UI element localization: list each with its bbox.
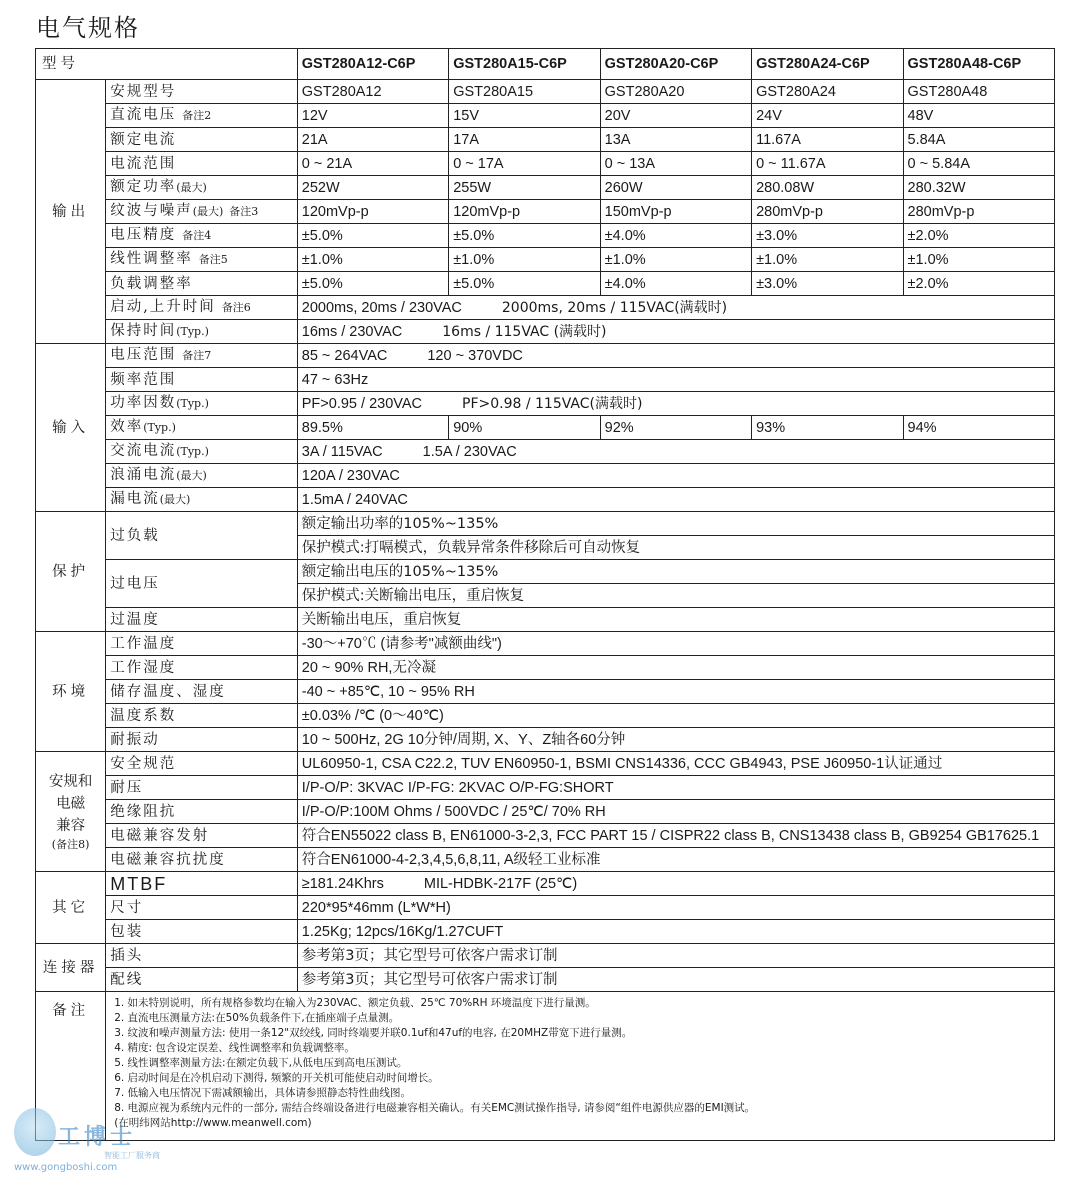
spec-value-b: 1.5A / 230VAC [422, 443, 517, 460]
spec-label [106, 680, 298, 704]
model-code: GST280A20-C6P [600, 49, 751, 80]
spec-label [106, 848, 298, 872]
spec-value: 120A / 230VAC [297, 464, 1054, 488]
spec-label-suffix: (Typ.) [176, 325, 209, 338]
spec-label [106, 728, 298, 752]
spec-label-text: MTBF [110, 873, 168, 894]
spec-label [106, 488, 298, 512]
note-line: (在明纬网站http://www.meanwell.com) [114, 1117, 312, 1129]
spec-label [106, 944, 298, 968]
other-row [36, 920, 1055, 944]
protection-row [36, 560, 1055, 584]
spec-label [106, 320, 298, 344]
spec-value: ±4.0% [600, 272, 751, 296]
spec-label-suffix: (最大) [159, 493, 191, 506]
spec-value-b: 120 ~ 370VDC [427, 347, 523, 364]
output-row [36, 200, 1055, 224]
model-label: 型号 [36, 49, 298, 80]
note-reference: 备注2 [182, 109, 212, 122]
spec-value: 150mVp-p [600, 200, 751, 224]
spec-label [106, 608, 298, 632]
robot-logo-icon [14, 1108, 56, 1156]
spec-value: 280.08W [752, 176, 903, 200]
spec-value: UL60950-1, CSA C22.2, TUV EN60950-1, BSMI CNS14336, CCC GB4943, PSE J60950-1认证通过 [297, 752, 1054, 776]
spec-label-text: 电磁兼容发射 [110, 827, 210, 844]
compliance-row [36, 752, 1055, 776]
spec-label-text: 频率范围 [110, 371, 177, 388]
spec-value: 20 ~ 90% RH,无冷凝 [297, 656, 1054, 680]
compliance-row [36, 824, 1055, 848]
output-row [36, 320, 1055, 344]
spec-value: 21A [297, 128, 448, 152]
spec-label-text: 额定电流 [110, 131, 177, 148]
spec-value [297, 440, 1054, 464]
spec-label-suffix: (Typ.) [176, 397, 209, 410]
note-line: 5. 线性调整率测量方法:在额定负载下,从低电压到高电压测试。 [114, 1057, 408, 1069]
connector-row [36, 944, 1055, 968]
model-code: GST280A24-C6P [752, 49, 903, 80]
spec-value [297, 296, 1054, 320]
model-code: GST280A15-C6P [449, 49, 600, 80]
spec-label-text: 包装 [110, 923, 144, 940]
spec-label [106, 440, 298, 464]
spec-label-text: 纹波与噪声 [110, 203, 193, 219]
spec-label-text: 工作湿度 [110, 659, 177, 676]
spec-label-text: 功率因数 [110, 395, 177, 411]
output-row [36, 224, 1055, 248]
spec-value: I/P-O/P: 3KVAC I/P-FG: 2KVAC O/P-FG:SHORT [297, 776, 1054, 800]
spec-value: 保护模式:关断输出电压，重启恢复 [297, 584, 1054, 608]
spec-label [106, 464, 298, 488]
spec-value [297, 872, 1054, 896]
spec-value: 符合EN55022 class B, EN61000-3-2,3, FCC PART 15 / CISPR22 class B, CNS13438 class B, GB9254 GB17625.1 [297, 824, 1054, 848]
note-line: 3. 纹波和噪声测量方法: 使用一条12"双绞线, 同时终端要并联0.1uf和47uf的电容, 在20MHZ带宽下进行量测。 [114, 1027, 633, 1039]
note-line: 8. 电源应视为系统内元件的一部分, 需结合终端设备进行电磁兼容相关确认。有关EMC测试操作指导, 请参阅“组件电源供应器的EMI测试。 [114, 1102, 756, 1114]
spec-label [106, 776, 298, 800]
spec-value: 13A [600, 128, 751, 152]
note-line: 1. 如未特别说明，所有规格参数均在输入为230VAC、额定负载、25℃ 70%RH 环境温度下进行量测。 [114, 997, 596, 1009]
spec-value: 92% [600, 416, 751, 440]
spec-value-a: 3A / 115VAC [301, 443, 383, 460]
spec-value-b: 16ms / 115VAC (满载时) [442, 323, 607, 340]
spec-label [106, 800, 298, 824]
spec-label-text: 保持时间 [110, 323, 177, 339]
note-line: 6. 启动时间是在冷机启动下测得, 频繁的开关机可能使启动时间增长。 [114, 1072, 439, 1084]
spec-label-text: 直流电压 [110, 107, 177, 123]
spec-label-text: 漏电流 [110, 491, 160, 507]
watermark-subtitle: 智能工厂服务商 [104, 1151, 160, 1160]
spec-label [106, 656, 298, 680]
spec-label-text: 插头 [110, 947, 144, 964]
spec-label [106, 80, 298, 104]
spec-value [297, 392, 1054, 416]
group-protection: 保护 [36, 512, 106, 632]
input-row [36, 344, 1055, 368]
spec-value: 保护模式:打嗝模式，负载异常条件移除后可自动恢复 [297, 536, 1054, 560]
group-other: 其它 [36, 872, 106, 944]
spec-value: 符合EN61000-4-2,3,4,5,6,8,11, A级轻工业标准 [297, 848, 1054, 872]
spec-label-text: 浪涌电流 [110, 467, 177, 483]
spec-value [297, 344, 1054, 368]
spec-value: 0 ~ 11.67A [752, 152, 903, 176]
spec-label-text: 配线 [110, 971, 144, 988]
spec-value: ±1.0% [297, 248, 448, 272]
spec-label-text: 温度系数 [110, 707, 177, 724]
spec-label-text: 安全规范 [110, 755, 177, 772]
connector-row [36, 968, 1055, 992]
spec-label-text: 负载调整率 [110, 275, 193, 292]
spec-label-text: 耐压 [110, 779, 144, 796]
group-notes: 备注 [36, 992, 106, 1141]
spec-value: 89.5% [297, 416, 448, 440]
output-row [36, 104, 1055, 128]
spec-value: 255W [449, 176, 600, 200]
spec-label-text: 线性调整率 [110, 251, 193, 267]
model-header-row [36, 49, 1055, 80]
spec-label [106, 560, 298, 608]
spec-value: ±5.0% [297, 272, 448, 296]
spec-value: GST280A15 [449, 80, 600, 104]
spec-value-b: PF>0.98 / 115VAC(满载时) [462, 395, 643, 412]
spec-value: 额定输出功率的105%~135% [297, 512, 1054, 536]
spec-value-a: 16ms / 230VAC [301, 323, 403, 340]
spec-value: 252W [297, 176, 448, 200]
spec-label [106, 968, 298, 992]
note-reference: 备注7 [182, 349, 212, 362]
spec-label-text: 电磁兼容抗扰度 [110, 851, 226, 868]
spec-value: 48V [903, 104, 1054, 128]
spec-label [106, 176, 298, 200]
spec-label-suffix: (最大) [176, 181, 207, 194]
watermark [14, 1108, 214, 1178]
spec-value: ±5.0% [449, 272, 600, 296]
spec-value: 0 ~ 13A [600, 152, 751, 176]
spec-label-text: 过负载 [110, 527, 160, 544]
spec-value: ±3.0% [752, 272, 903, 296]
spec-value: 17A [449, 128, 600, 152]
spec-value: 12V [297, 104, 448, 128]
spec-label [106, 224, 298, 248]
spec-value: ±1.0% [449, 248, 600, 272]
input-row [36, 440, 1055, 464]
spec-label-text: 尺寸 [110, 899, 144, 916]
spec-value: 47 ~ 63Hz [297, 368, 1054, 392]
spec-value-a: 85 ~ 264VAC [301, 347, 388, 364]
group-compliance-line: 兼容 [56, 817, 86, 834]
input-row [36, 416, 1055, 440]
protection-row [36, 608, 1055, 632]
spec-label-text: 电压范围 [110, 347, 177, 363]
output-row [36, 80, 1055, 104]
spec-value: ±1.0% [752, 248, 903, 272]
spec-value: ±3.0% [752, 224, 903, 248]
note-reference: 备注6 [221, 301, 251, 314]
spec-value: ±1.0% [600, 248, 751, 272]
spec-label-suffix: (最大) [176, 469, 207, 482]
spec-value: 0 ~ 17A [449, 152, 600, 176]
spec-value: 参考第3页；其它型号可依客户需求订制 [297, 968, 1054, 992]
spec-label-text: 耐振动 [110, 731, 160, 748]
group-input: 输入 [36, 344, 106, 512]
note-reference: 备注5 [198, 253, 228, 266]
spec-value: 额定输出电压的105%~135% [297, 560, 1054, 584]
protection-row [36, 512, 1055, 536]
spec-value: 220*95*46mm (L*W*H) [297, 896, 1054, 920]
spec-label [106, 824, 298, 848]
spec-label [106, 392, 298, 416]
spec-label [106, 752, 298, 776]
note-line: 4. 精度: 包含设定误差、线性调整率和负载调整率。 [114, 1042, 355, 1054]
spec-label-text: 电压精度 [110, 227, 177, 243]
group-compliance-line: 电磁 [56, 795, 86, 812]
spec-value: GST280A12 [297, 80, 448, 104]
note-line: 7. 低输入电压情况下需减额输出，具体请参照静态特性曲线图。 [114, 1087, 412, 1099]
output-row [36, 248, 1055, 272]
spec-label [106, 416, 298, 440]
spec-value: 15V [449, 104, 600, 128]
input-row [36, 392, 1055, 416]
spec-label-text: 安规型号 [110, 83, 177, 100]
output-row [36, 128, 1055, 152]
spec-value: ±5.0% [297, 224, 448, 248]
spec-label [106, 296, 298, 320]
spec-value: 20V [600, 104, 751, 128]
spec-label [106, 152, 298, 176]
spec-value-a: 2000ms, 20ms / 230VAC [301, 299, 462, 316]
spec-value: 280mVp-p [903, 200, 1054, 224]
spec-value: 0 ~ 5.84A [903, 152, 1054, 176]
spec-label-text: 工作温度 [110, 635, 177, 652]
group-output: 输出 [36, 80, 106, 344]
environment-row [36, 680, 1055, 704]
group-environment: 环境 [36, 632, 106, 752]
spec-label [106, 368, 298, 392]
note-reference: (备注8) [51, 837, 90, 851]
output-row [36, 176, 1055, 200]
spec-value: 94% [903, 416, 1054, 440]
spec-value: GST280A24 [752, 80, 903, 104]
spec-value: 1.25Kg; 12pcs/16Kg/1.27CUFT [297, 920, 1054, 944]
compliance-row [36, 848, 1055, 872]
spec-value-a: ≥181.24Khrs [301, 875, 384, 892]
spec-label [106, 272, 298, 296]
spec-value: 93% [752, 416, 903, 440]
output-row [36, 296, 1055, 320]
spec-value: 0 ~ 21A [297, 152, 448, 176]
output-row [36, 152, 1055, 176]
spec-value: ±2.0% [903, 272, 1054, 296]
input-row [36, 488, 1055, 512]
watermark-url: www.gongboshi.com [14, 1162, 118, 1173]
model-code: GST280A48-C6P [903, 49, 1054, 80]
spec-value: 参考第3页；其它型号可依客户需求订制 [297, 944, 1054, 968]
spec-label-text: 储存温度、湿度 [110, 683, 226, 700]
spec-value: 120mVp-p [297, 200, 448, 224]
spec-label [106, 896, 298, 920]
spec-label [106, 344, 298, 368]
environment-row [36, 632, 1055, 656]
spec-label [106, 128, 298, 152]
note-reference: 备注3 [229, 205, 259, 218]
spec-value: 11.67A [752, 128, 903, 152]
spec-label [106, 248, 298, 272]
note-line: 2. 直流电压测量方法:在50%负载条件下,在插座端子点量测。 [114, 1012, 400, 1024]
watermark-title: 工博士 [58, 1124, 137, 1150]
spec-value: 关断输出电压，重启恢复 [297, 608, 1054, 632]
group-compliance-line: 安规和 [48, 773, 93, 790]
other-row [36, 872, 1055, 896]
spec-label-suffix: (Typ.) [176, 445, 209, 458]
spec-label-suffix: (Typ.) [143, 421, 176, 434]
input-row [36, 368, 1055, 392]
spec-label [106, 632, 298, 656]
spec-label [106, 704, 298, 728]
spec-value: ±2.0% [903, 224, 1054, 248]
page-title: 电气规格 [36, 14, 140, 42]
spec-value: ±4.0% [600, 224, 751, 248]
spec-value: 280.32W [903, 176, 1054, 200]
spec-label-text: 效率 [110, 419, 144, 435]
spec-value: 1.5mA / 240VAC [297, 488, 1054, 512]
spec-label [106, 104, 298, 128]
spec-label-text: 电流范围 [110, 155, 177, 172]
group-connector: 连接器 [36, 944, 106, 992]
environment-row [36, 704, 1055, 728]
spec-value [297, 320, 1054, 344]
spec-label [106, 200, 298, 224]
spec-value-b: 2000ms, 20ms / 115VAC(满载时) [501, 299, 728, 316]
output-row [36, 272, 1055, 296]
spec-value: 24V [752, 104, 903, 128]
spec-value: ±1.0% [903, 248, 1054, 272]
spec-value: ±5.0% [449, 224, 600, 248]
spec-label-text: 过温度 [110, 611, 160, 628]
model-code: GST280A12-C6P [297, 49, 448, 80]
spec-value: -40 ~ +85℃, 10 ~ 95% RH [297, 680, 1054, 704]
spec-value: 280mVp-p [752, 200, 903, 224]
spec-value: -30～+70℃ (请参考"减额曲线") [297, 632, 1054, 656]
spec-table [35, 48, 1055, 1141]
compliance-row [36, 776, 1055, 800]
spec-label [106, 920, 298, 944]
spec-label-text: 绝缘阻抗 [110, 803, 177, 820]
spec-label-text: 交流电流 [110, 443, 177, 459]
spec-value: 10 ~ 500Hz, 2G 10分钟/周期, X、Y、Z轴各60分钟 [297, 728, 1054, 752]
spec-label-text: 过电压 [110, 575, 160, 592]
environment-row [36, 656, 1055, 680]
note-reference: 备注4 [182, 229, 212, 242]
spec-label [106, 512, 298, 560]
other-row [36, 896, 1055, 920]
spec-value: 120mVp-p [449, 200, 600, 224]
spec-label [106, 872, 298, 896]
environment-row [36, 728, 1055, 752]
spec-label-text: 启动,上升时间 [110, 299, 216, 315]
spec-label-suffix: (最大) [192, 205, 224, 218]
spec-value: GST280A20 [600, 80, 751, 104]
input-row [36, 464, 1055, 488]
spec-value: 260W [600, 176, 751, 200]
spec-value: 5.84A [903, 128, 1054, 152]
spec-value-b: MIL-HDBK-217F (25℃) [423, 875, 578, 892]
group-compliance [36, 752, 106, 872]
spec-value: 90% [449, 416, 600, 440]
compliance-row [36, 800, 1055, 824]
spec-value: I/P-O/P:100M Ohms / 500VDC / 25℃/ 70% RH [297, 800, 1054, 824]
spec-label-text: 额定功率 [110, 179, 177, 195]
notes-cell [106, 992, 1055, 1141]
spec-value: GST280A48 [903, 80, 1054, 104]
spec-value: ±0.03% /℃ (0～40℃) [297, 704, 1054, 728]
spec-value-a: PF>0.95 / 230VAC [301, 395, 422, 412]
